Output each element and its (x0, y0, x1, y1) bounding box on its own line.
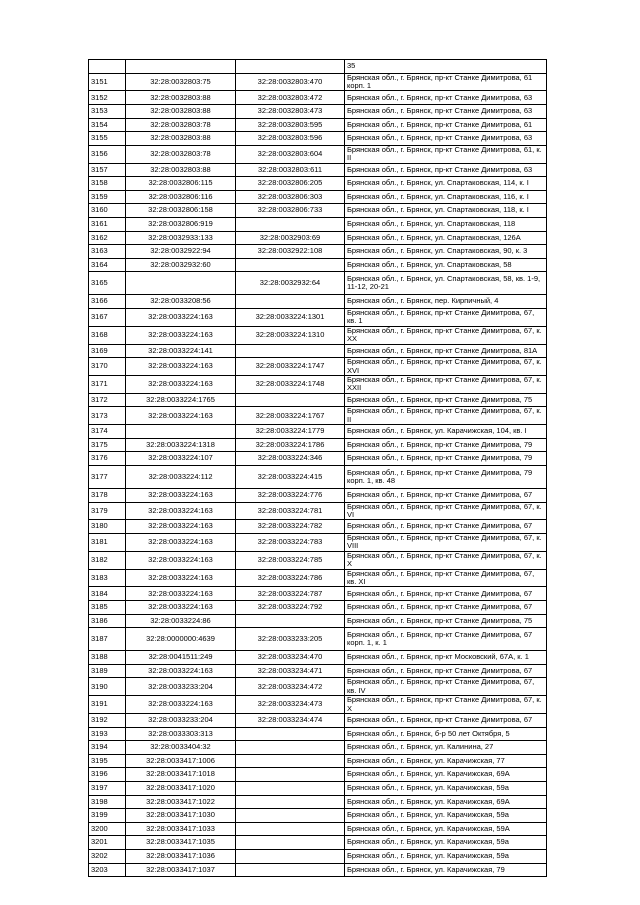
table-row (89, 177, 547, 191)
related-cadastral-number-cell: 32:28:0033224:346 (236, 452, 345, 466)
address-cell: Брянская обл., г. Брянск, пр-кт Станке Димитрова, 67 (345, 601, 547, 615)
cadastral-number-cell: 32:28:0033224:163 (126, 308, 236, 326)
related-cadastral-number-cell: 32:28:0033224:1310 (236, 326, 345, 344)
cadastral-number-cell (126, 425, 236, 439)
related-cadastral-number-cell (236, 295, 345, 309)
cadastral-number-cell: 32:28:0032932:60 (126, 258, 236, 272)
cadastral-number-cell: 32:28:0033224:86 (126, 614, 236, 628)
table-row (89, 614, 547, 628)
related-cadastral-number-cell: 32:28:0033224:1301 (236, 308, 345, 326)
cadastral-number-cell: 32:28:0033224:163 (126, 358, 236, 376)
row-number-cell: 3182 (89, 551, 126, 569)
table-row (89, 601, 547, 615)
related-cadastral-number-cell: 32:28:0032803:604 (236, 145, 345, 163)
address-cell: Брянская обл., г. Брянск, ул. Карачижская, 59А (345, 822, 547, 836)
related-cadastral-number-cell: 32:28:0033224:787 (236, 587, 345, 601)
cadastral-number-cell: 32:28:0032806:919 (126, 217, 236, 231)
header-cell-number (89, 60, 126, 74)
related-cadastral-number-cell: 32:28:0033224:776 (236, 488, 345, 502)
related-cadastral-number-cell (236, 614, 345, 628)
address-cell: Брянская обл., г. Брянск, ул. Карачижская, 69А (345, 768, 547, 782)
related-cadastral-number-cell: 32:28:0033234:473 (236, 696, 345, 714)
row-number-cell: 3156 (89, 145, 126, 163)
row-number-cell: 3184 (89, 587, 126, 601)
address-cell: Брянская обл., г. Брянск, пр-кт Московский, 67А, к. 1 (345, 651, 547, 665)
address-cell: Брянская обл., г. Брянск, б-р 50 лет Октября, 5 (345, 727, 547, 741)
table-row (89, 452, 547, 466)
cadastral-number-cell: 32:28:0033417:1006 (126, 754, 236, 768)
header-cell-page-number: 35 (345, 60, 547, 74)
row-number-cell: 3155 (89, 132, 126, 146)
row-number-cell: 3166 (89, 295, 126, 309)
related-cadastral-number-cell: 32:28:0033224:1747 (236, 358, 345, 376)
related-cadastral-number-cell (236, 727, 345, 741)
related-cadastral-number-cell (236, 863, 345, 877)
table-row (89, 741, 547, 755)
address-cell: Брянская обл., г. Брянск, пр-кт Станке Димитрова, 79 (345, 438, 547, 452)
related-cadastral-number-cell: 32:28:0033224:786 (236, 569, 345, 587)
row-number-cell: 3174 (89, 425, 126, 439)
row-number-cell: 3196 (89, 768, 126, 782)
table-row (89, 569, 547, 587)
row-number-cell: 3160 (89, 204, 126, 218)
address-cell: Брянская обл., г. Брянск, пр-кт Станке Димитрова, 79 (345, 452, 547, 466)
related-cadastral-number-cell (236, 781, 345, 795)
row-number-cell: 3193 (89, 727, 126, 741)
related-cadastral-number-cell (236, 822, 345, 836)
table-row (89, 727, 547, 741)
row-number-cell: 3177 (89, 465, 126, 488)
related-cadastral-number-cell: 32:28:0032922:108 (236, 245, 345, 259)
address-cell: Брянская обл., г. Брянск, пр-кт Станке Димитрова, 61, к. II (345, 145, 547, 163)
row-number-cell: 3185 (89, 601, 126, 615)
table-row (89, 822, 547, 836)
related-cadastral-number-cell: 32:28:0033224:785 (236, 551, 345, 569)
table-row (89, 118, 547, 132)
cadastral-number-cell: 32:28:0033224:163 (126, 488, 236, 502)
table-body (89, 60, 547, 877)
table-row (89, 272, 547, 295)
table-row (89, 326, 547, 344)
cadastral-number-cell: 32:28:0033224:163 (126, 664, 236, 678)
cadastral-number-cell: 32:28:0033224:163 (126, 326, 236, 344)
cadastral-number-cell: 32:28:0032806:115 (126, 177, 236, 191)
related-cadastral-number-cell: 32:28:0033233:205 (236, 628, 345, 651)
cadastral-number-cell: 32:28:0033224:163 (126, 551, 236, 569)
row-number-cell: 3200 (89, 822, 126, 836)
address-cell: Брянская обл., г. Брянск, ул. Карачижская, 69А (345, 795, 547, 809)
table-row (89, 163, 547, 177)
table-row (89, 308, 547, 326)
row-number-cell: 3188 (89, 651, 126, 665)
related-cadastral-number-cell: 32:28:0032806:303 (236, 190, 345, 204)
row-number-cell: 3158 (89, 177, 126, 191)
table-row (89, 849, 547, 863)
table-row (89, 425, 547, 439)
row-number-cell: 3152 (89, 91, 126, 105)
address-cell: Брянская обл., г. Брянск, пр-кт Станке Димитрова, 75 (345, 393, 547, 407)
address-cell: Брянская обл., г. Брянск, пр-кт Станке Димитрова, 67, к. VI (345, 502, 547, 520)
row-number-cell: 3190 (89, 678, 126, 696)
table-row (89, 664, 547, 678)
row-number-cell: 3164 (89, 258, 126, 272)
address-cell: Брянская обл., г. Брянск, пр-кт Станке Димитрова, 67 корп. 1, к. 1 (345, 628, 547, 651)
address-cell: Брянская обл., г. Брянск, пр-кт Станке Димитрова, 67 (345, 488, 547, 502)
table-row (89, 488, 547, 502)
row-number-cell: 3178 (89, 488, 126, 502)
address-cell: Брянская обл., г. Брянск, ул. Карачижская, 104, кв. I (345, 425, 547, 439)
address-cell: Брянская обл., г. Брянск, пр-кт Станке Димитрова, 63 (345, 105, 547, 119)
related-cadastral-number-cell (236, 809, 345, 823)
address-cell: Брянская обл., г. Брянск, пр-кт Станке Димитрова, 67, к. X (345, 696, 547, 714)
cadastral-number-cell: 32:28:0032803:78 (126, 145, 236, 163)
cadastral-number-cell: 32:28:0033224:141 (126, 344, 236, 358)
cadastral-number-cell: 32:28:0033224:163 (126, 587, 236, 601)
table-row (89, 204, 547, 218)
address-cell: Брянская обл., г. Брянск, пр-кт Станке Димитрова, 67, кв. 1 (345, 308, 547, 326)
table-row (89, 393, 547, 407)
cadastral-number-cell: 32:28:0032803:78 (126, 118, 236, 132)
row-number-cell: 3157 (89, 163, 126, 177)
row-number-cell: 3187 (89, 628, 126, 651)
row-number-cell: 3168 (89, 326, 126, 344)
related-cadastral-number-cell: 32:28:0033224:1767 (236, 407, 345, 425)
related-cadastral-number-cell: 32:28:0033224:415 (236, 465, 345, 488)
cadastral-number-cell: 32:28:0033417:1033 (126, 822, 236, 836)
table-row (89, 809, 547, 823)
row-number-cell: 3199 (89, 809, 126, 823)
cadastral-number-cell: 32:28:0000000:4639 (126, 628, 236, 651)
address-cell: Брянская обл., г. Брянск, ул. Спартаковская, 126А (345, 231, 547, 245)
related-cadastral-number-cell (236, 393, 345, 407)
related-cadastral-number-cell: 32:28:0033224:792 (236, 601, 345, 615)
cadastral-table (88, 59, 547, 877)
address-cell: Брянская обл., г. Брянск, ул. Спартаковская, 116, к. I (345, 190, 547, 204)
cadastral-number-cell: 32:28:0033224:163 (126, 520, 236, 534)
table-row (89, 295, 547, 309)
address-cell: Брянская обл., г. Брянск, пр-кт Станке Димитрова, 67, кв. IV (345, 678, 547, 696)
row-number-cell: 3171 (89, 375, 126, 393)
address-cell: Брянская обл., г. Брянск, пр-кт Станке Димитрова, 67, к. X (345, 551, 547, 569)
row-number-cell: 3167 (89, 308, 126, 326)
address-cell: Брянская обл., г. Брянск, пр-кт Станке Димитрова, 67, кв. XI (345, 569, 547, 587)
header-cell-cadastral-b (236, 60, 345, 74)
header-cell-cadastral-a (126, 60, 236, 74)
address-cell: Брянская обл., г. Брянск, ул. Карачижская, 59а (345, 809, 547, 823)
row-number-cell: 3192 (89, 714, 126, 728)
cadastral-number-cell: 32:28:0033417:1030 (126, 809, 236, 823)
related-cadastral-number-cell: 32:28:0032803:472 (236, 91, 345, 105)
address-cell: Брянская обл., г. Брянск, пр-кт Станке Димитрова, 75 (345, 614, 547, 628)
address-cell: Брянская обл., г. Брянск, пр-кт Станке Димитрова, 81А (345, 344, 547, 358)
row-number-cell: 3181 (89, 533, 126, 551)
cadastral-number-cell: 32:28:0041511:249 (126, 651, 236, 665)
cadastral-number-cell: 32:28:0033224:112 (126, 465, 236, 488)
table-row (89, 231, 547, 245)
row-number-cell: 3201 (89, 836, 126, 850)
row-number-cell: 3189 (89, 664, 126, 678)
table-row (89, 551, 547, 569)
address-cell: Брянская обл., г. Брянск, пр-кт Станке Димитрова, 61 корп. 1 (345, 73, 547, 91)
address-cell: Брянская обл., г. Брянск, пр-кт Станке Димитрова, 67, к. XX (345, 326, 547, 344)
address-cell: Брянская обл., г. Брянск, пр-кт Станке Димитрова, 63 (345, 91, 547, 105)
address-cell: Брянская обл., г. Брянск, пр-кт Станке Димитрова, 67 (345, 520, 547, 534)
related-cadastral-number-cell: 32:28:0033224:1748 (236, 375, 345, 393)
related-cadastral-number-cell (236, 836, 345, 850)
table-row (89, 502, 547, 520)
related-cadastral-number-cell: 32:28:0033224:783 (236, 533, 345, 551)
table-row (89, 781, 547, 795)
address-cell: Брянская обл., г. Брянск, пр-кт Станке Димитрова, 67, к. II (345, 407, 547, 425)
table-row (89, 245, 547, 259)
table-row (89, 768, 547, 782)
address-cell: Брянская обл., г. Брянск, ул. Спартаковская, 58 (345, 258, 547, 272)
table-row (89, 190, 547, 204)
cadastral-number-cell (126, 272, 236, 295)
cadastral-number-cell: 32:28:0033404:32 (126, 741, 236, 755)
related-cadastral-number-cell: 32:28:0032803:473 (236, 105, 345, 119)
cadastral-number-cell: 32:28:0033224:163 (126, 502, 236, 520)
row-number-cell: 3202 (89, 849, 126, 863)
related-cadastral-number-cell (236, 258, 345, 272)
related-cadastral-number-cell (236, 849, 345, 863)
table-row (89, 217, 547, 231)
cadastral-number-cell: 32:28:0033417:1037 (126, 863, 236, 877)
address-cell: Брянская обл., г. Брянск, пр-кт Станке Димитрова, 67, к. VIII (345, 533, 547, 551)
row-number-cell: 3197 (89, 781, 126, 795)
row-number-cell: 3191 (89, 696, 126, 714)
cadastral-number-cell: 32:28:0033224:163 (126, 601, 236, 615)
cadastral-number-cell: 32:28:0032803:88 (126, 163, 236, 177)
address-cell: Брянская обл., г. Брянск, ул. Спартаковская, 118, к. I (345, 204, 547, 218)
row-number-cell: 3153 (89, 105, 126, 119)
row-number-cell: 3162 (89, 231, 126, 245)
cadastral-number-cell: 32:28:0033224:1318 (126, 438, 236, 452)
table-row (89, 863, 547, 877)
row-number-cell: 3175 (89, 438, 126, 452)
table-row (89, 587, 547, 601)
cadastral-number-cell: 32:28:0033417:1020 (126, 781, 236, 795)
table-row (89, 628, 547, 651)
cadastral-number-cell: 32:28:0032933:133 (126, 231, 236, 245)
table-row (89, 714, 547, 728)
row-number-cell: 3161 (89, 217, 126, 231)
related-cadastral-number-cell: 32:28:0033224:782 (236, 520, 345, 534)
table-row (89, 344, 547, 358)
address-cell: Брянская обл., г. Брянск, пр-кт Станке Димитрова, 67 (345, 664, 547, 678)
cadastral-number-cell: 32:28:0032803:88 (126, 91, 236, 105)
related-cadastral-number-cell: 32:28:0033224:1786 (236, 438, 345, 452)
related-cadastral-number-cell: 32:28:0032803:596 (236, 132, 345, 146)
address-cell: Брянская обл., г. Брянск, ул. Спартаковская, 90, к. 3 (345, 245, 547, 259)
cadastral-number-cell: 32:28:0032806:116 (126, 190, 236, 204)
cadastral-number-cell: 32:28:0032803:75 (126, 73, 236, 91)
table-row (89, 520, 547, 534)
related-cadastral-number-cell: 32:28:0033234:471 (236, 664, 345, 678)
cadastral-number-cell: 32:28:0033224:1765 (126, 393, 236, 407)
address-cell: Брянская обл., г. Брянск, ул. Спартаковская, 114, к. I (345, 177, 547, 191)
cadastral-number-cell: 32:28:0033233:204 (126, 714, 236, 728)
address-cell: Брянская обл., г. Брянск, пр-кт Станке Димитрова, 67 (345, 714, 547, 728)
row-number-cell: 3194 (89, 741, 126, 755)
address-cell: Брянская обл., г. Брянск, пр-кт Станке Димитрова, 67, к. XXII (345, 375, 547, 393)
table-row (89, 105, 547, 119)
address-cell: Брянская обл., г. Брянск, пр-кт Станке Димитрова, 79 корп. 1, кв. 48 (345, 465, 547, 488)
row-number-cell: 3151 (89, 73, 126, 91)
row-number-cell: 3173 (89, 407, 126, 425)
row-number-cell: 3179 (89, 502, 126, 520)
address-cell: Брянская обл., г. Брянск, пр-кт Станке Димитрова, 63 (345, 132, 547, 146)
row-number-cell: 3169 (89, 344, 126, 358)
cadastral-number-cell: 32:28:0033224:163 (126, 696, 236, 714)
related-cadastral-number-cell (236, 741, 345, 755)
row-number-cell: 3186 (89, 614, 126, 628)
table-row (89, 258, 547, 272)
related-cadastral-number-cell (236, 344, 345, 358)
cadastral-number-cell: 32:28:0033417:1036 (126, 849, 236, 863)
cadastral-number-cell: 32:28:0032803:88 (126, 105, 236, 119)
table-row (89, 651, 547, 665)
row-number-cell: 3159 (89, 190, 126, 204)
related-cadastral-number-cell: 32:28:0033224:781 (236, 502, 345, 520)
row-number-cell: 3154 (89, 118, 126, 132)
address-cell: Брянская обл., г. Брянск, ул. Спартаковская, 58, кв. 1-9, 11-12, 20-21 (345, 272, 547, 295)
related-cadastral-number-cell: 32:28:0033234:470 (236, 651, 345, 665)
address-cell: Брянская обл., г. Брянск, ул. Карачижская, 59а (345, 781, 547, 795)
row-number-cell: 3195 (89, 754, 126, 768)
address-cell: Брянская обл., г. Брянск, ул. Карачижская, 59а (345, 836, 547, 850)
table-row (89, 754, 547, 768)
row-number-cell: 3165 (89, 272, 126, 295)
table-row (89, 375, 547, 393)
address-cell: Брянская обл., г. Брянск, ул. Спартаковская, 118 (345, 217, 547, 231)
cadastral-number-cell: 32:28:0032806:158 (126, 204, 236, 218)
cadastral-number-cell: 32:28:0033417:1022 (126, 795, 236, 809)
related-cadastral-number-cell (236, 768, 345, 782)
address-cell: Брянская обл., г. Брянск, пер. Кирпичный, 4 (345, 295, 547, 309)
address-cell: Брянская обл., г. Брянск, пр-кт Станке Димитрова, 63 (345, 163, 547, 177)
row-number-cell: 3203 (89, 863, 126, 877)
row-number-cell: 3183 (89, 569, 126, 587)
table-row (89, 533, 547, 551)
related-cadastral-number-cell: 32:28:0032903:69 (236, 231, 345, 245)
cadastral-number-cell: 32:28:0033224:163 (126, 407, 236, 425)
related-cadastral-number-cell: 32:28:0032806:733 (236, 204, 345, 218)
cadastral-number-cell: 32:28:0033224:163 (126, 569, 236, 587)
cadastral-number-cell: 32:28:0033233:204 (126, 678, 236, 696)
related-cadastral-number-cell (236, 754, 345, 768)
related-cadastral-number-cell: 32:28:0033224:1779 (236, 425, 345, 439)
table-header-row (89, 60, 547, 74)
related-cadastral-number-cell: 32:28:0032932:64 (236, 272, 345, 295)
table-row (89, 358, 547, 376)
cadastral-number-cell: 32:28:0033224:163 (126, 533, 236, 551)
address-cell: Брянская обл., г. Брянск, ул. Карачижская, 77 (345, 754, 547, 768)
row-number-cell: 3176 (89, 452, 126, 466)
cadastral-number-cell: 32:28:0033224:107 (126, 452, 236, 466)
row-number-cell: 3172 (89, 393, 126, 407)
cadastral-number-cell: 32:28:0033417:1035 (126, 836, 236, 850)
table-row (89, 438, 547, 452)
related-cadastral-number-cell (236, 217, 345, 231)
table-row (89, 795, 547, 809)
table-row (89, 465, 547, 488)
table-row (89, 132, 547, 146)
table-row (89, 407, 547, 425)
address-cell: Брянская обл., г. Брянск, ул. Калинина, 27 (345, 741, 547, 755)
cadastral-number-cell: 32:28:0033417:1018 (126, 768, 236, 782)
related-cadastral-number-cell: 32:28:0033234:474 (236, 714, 345, 728)
cadastral-number-cell: 32:28:0033208:56 (126, 295, 236, 309)
row-number-cell: 3198 (89, 795, 126, 809)
cadastral-number-cell: 32:28:0033224:163 (126, 375, 236, 393)
related-cadastral-number-cell: 32:28:0032806:205 (236, 177, 345, 191)
table-row (89, 696, 547, 714)
row-number-cell: 3180 (89, 520, 126, 534)
table-row (89, 836, 547, 850)
table-row (89, 145, 547, 163)
related-cadastral-number-cell: 32:28:0032803:611 (236, 163, 345, 177)
cadastral-number-cell: 32:28:0033303:313 (126, 727, 236, 741)
address-cell: Брянская обл., г. Брянск, пр-кт Станке Димитрова, 67 (345, 587, 547, 601)
related-cadastral-number-cell: 32:28:0032803:595 (236, 118, 345, 132)
address-cell: Брянская обл., г. Брянск, пр-кт Станке Димитрова, 67, к. XVI (345, 358, 547, 376)
address-cell: Брянская обл., г. Брянск, пр-кт Станке Димитрова, 61 (345, 118, 547, 132)
table-row (89, 678, 547, 696)
address-cell: Брянская обл., г. Брянск, ул. Карачижская, 79 (345, 863, 547, 877)
cadastral-number-cell: 32:28:0032922:94 (126, 245, 236, 259)
table-row (89, 73, 547, 91)
table-row (89, 91, 547, 105)
related-cadastral-number-cell (236, 795, 345, 809)
row-number-cell: 3163 (89, 245, 126, 259)
cadastral-number-cell: 32:28:0032803:88 (126, 132, 236, 146)
related-cadastral-number-cell: 32:28:0033234:472 (236, 678, 345, 696)
related-cadastral-number-cell: 32:28:0032803:470 (236, 73, 345, 91)
address-cell: Брянская обл., г. Брянск, ул. Карачижская, 59а (345, 849, 547, 863)
row-number-cell: 3170 (89, 358, 126, 376)
